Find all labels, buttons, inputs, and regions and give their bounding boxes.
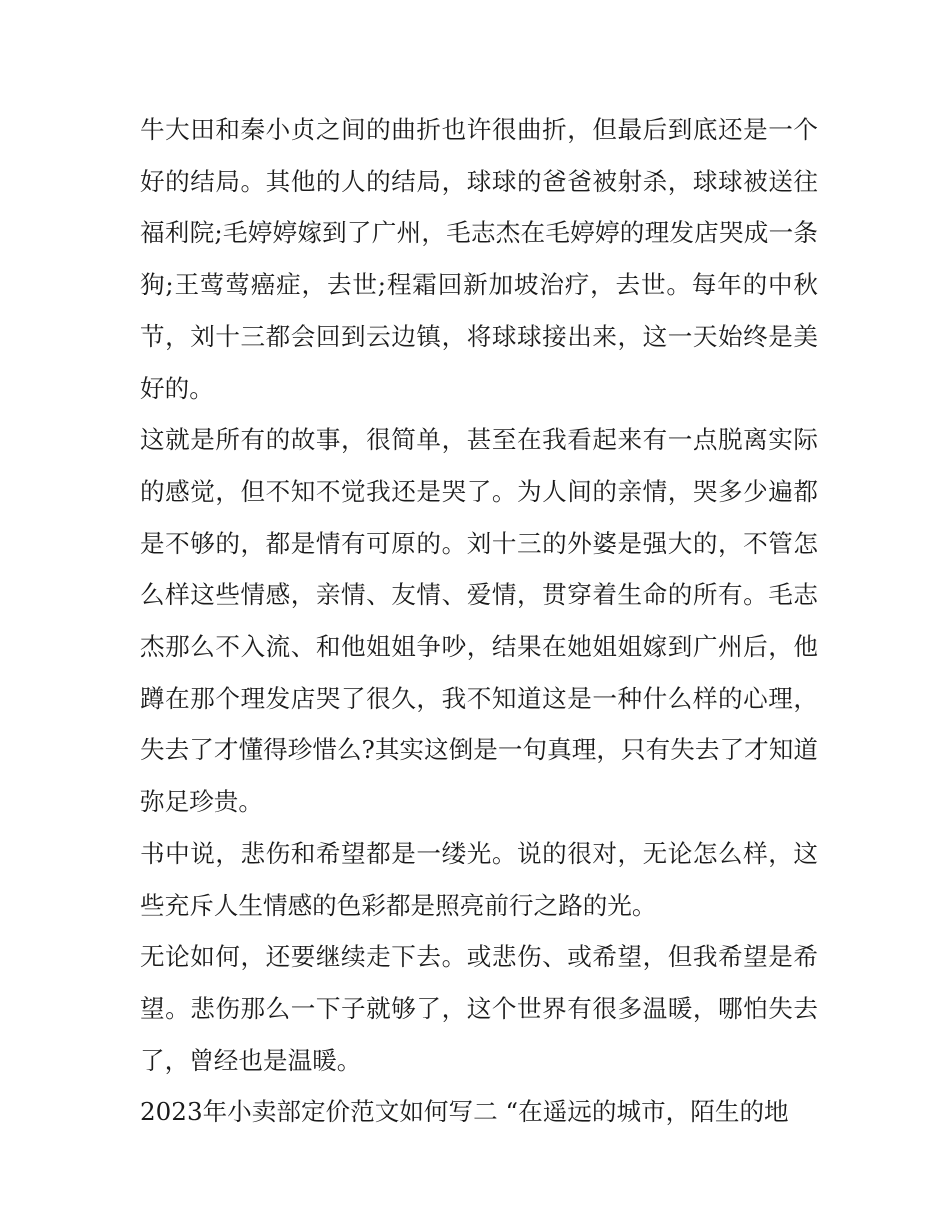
paragraph-5-heading: 2023年小卖部定价范文如何写二 “在遥远的城市，陌生的地	[140, 1097, 789, 1127]
paragraph-3: 书中说，悲伤和希望都是一缕光。说的很对，无论怎么样，这些充斥人生情感的色彩都是照亮前行之路的光。	[140, 838, 818, 920]
paragraph-1: 牛大田和秦小贞之间的曲折也许很曲折，但最后到底还是一个好的结局。其他的人的结局，球球的爸爸被射杀，球球被送往福利院;毛婷婷嫁到了广州，毛志杰在毛婷婷的理发店哭成一条狗;王莺莺癌症，去世;程霜回新加坡治疗，去世。每年的中秋节，刘十三都会回到云边镇，将球球接出来，这一天始终是美好的。	[140, 115, 818, 403]
paragraph-2: 这就是所有的故事，很简单，甚至在我看起来有一点脱离实际的感觉，但不知不觉我还是哭了。为人间的亲情，哭多少遍都是不够的，都是情有可原的。刘十三的外婆是强大的，不管怎么样这些情感，亲情、友情、爱情，贯穿着生命的所有。毛志杰那么不入流、和他姐姐争吵，结果在她姐姐嫁到广州后，他蹲在那个理发店哭了很久，我不知道这是一种什么样的心理，失去了才懂得珍惜么?其实这倒是一句真理，只有失去了才知道弥足珍贵。	[140, 425, 818, 817]
document-body	[140, 104, 818, 1138]
paragraph-4: 无论如何，还要继续走下去。或悲伤、或希望，但我希望是希望。悲伤那么一下子就够了，这个世界有很多温暖，哪怕失去了，曾经也是温暖。	[140, 942, 818, 1075]
